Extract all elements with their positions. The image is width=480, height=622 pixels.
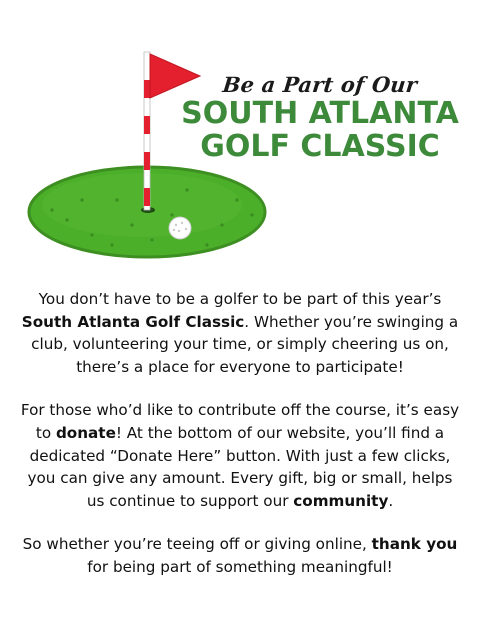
header <box>160 72 480 163</box>
text-segment: ! At the bottom of our website, you’ll find a dedicated “Donate Here” button. With just a few clicks, you can give any amount. Every gift, big or small, helps us continue to support our <box>27 423 453 510</box>
text-segment: . Whether you’re swinging a club, volunteering your time, or simply cheering us on, there’s a place for everyone to participate! <box>31 312 459 376</box>
event-title-line2: GOLF CLASSIC <box>200 129 440 164</box>
bold-segment: thank you <box>371 535 458 554</box>
event-title <box>160 97 480 163</box>
paragraph-2 <box>20 399 460 512</box>
paragraph-1 <box>20 288 460 378</box>
event-title-line1: SOUTH ATLANTA <box>181 96 459 131</box>
golf-ball <box>169 217 191 239</box>
body-text <box>20 288 460 600</box>
text-segment: . <box>388 491 394 510</box>
text-segment: For those who’d like to contribute off the course, it’s easy to <box>20 401 460 442</box>
text-segment: So whether you’re teeing off or giving online, <box>22 535 372 554</box>
flag-pole <box>144 52 150 210</box>
bold-segment: donate <box>55 423 116 442</box>
text-segment: for being part of something meaningful! <box>87 557 393 576</box>
bold-segment: community <box>293 491 389 510</box>
bold-segment: South Atlanta Golf Classic <box>21 312 245 331</box>
text-segment: You don’t have to be a golfer to be part of this year’s <box>38 290 442 308</box>
paragraph-3 <box>20 533 460 578</box>
script-subtitle: Be a Part of Our <box>221 72 419 97</box>
